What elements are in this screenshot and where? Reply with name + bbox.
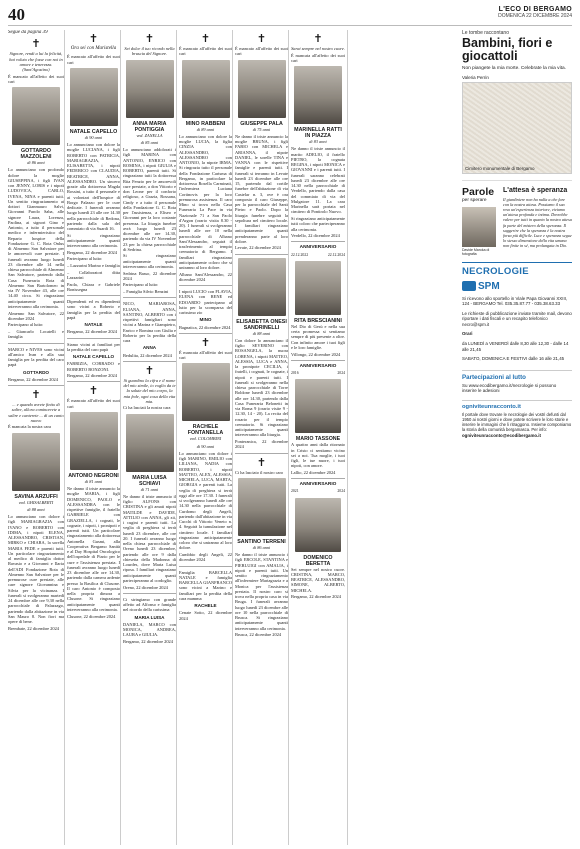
deceased-short-name: NATALE xyxy=(84,322,103,328)
cross-icon: ✝ xyxy=(144,32,155,45)
column-2 xyxy=(64,30,120,845)
column-6 xyxy=(288,30,345,845)
cross-icon: ✝ xyxy=(88,384,99,398)
divider xyxy=(179,566,232,567)
obit-place: Levate, 22 dicembre 2024 xyxy=(235,245,281,251)
portrait-photo xyxy=(126,60,174,118)
obituaries-content xyxy=(8,30,572,845)
divider xyxy=(291,241,345,242)
deceased-age: di 83 anni xyxy=(309,139,327,145)
obit-body: Ne danno il triste annuncio i figli ERCOLE, STANTINA e PIERLUIGI con AMALIA, i nipoti e parenti tutti. Un sentito ringraziamento all'infermiere Mariagrazia e a Monica per l'assistenza prestata. Il nostro caro si trova nella propria casa in via Bruga. I funerali avranno luogo lunedì 23 dicembre alle ore 10 nella parrocchiale di Brusca. Si ringraziano anticipatamente quanti interverranno alla cerimonia. xyxy=(235,552,288,631)
contact-info: Si ricevono allo sportello in Viale Papa Giovanni XXIII, 124 - BERGAMO Tel. 035.35.87.77 - 035.38.63.33 xyxy=(462,295,568,307)
anniversary-date-end: 2024 xyxy=(337,371,345,376)
feature-kicker: Le tombe raccontano xyxy=(462,30,509,36)
deceased-subname: ved. GHISALBERTI xyxy=(18,499,54,505)
deceased-name: RACHELE FONTANELLA xyxy=(187,424,224,437)
feature-subtitle: Non piangete la mia morte. Celebrate la mia vita. xyxy=(462,66,566,71)
obit-quote: ... e quando avrete finito di salire, allora comincerete a salire e canterete ... di un canto nuovo xyxy=(8,402,64,423)
obit-place: Bergamo, 22 dicembre 2024 xyxy=(67,373,117,379)
cross-icon: ✝ xyxy=(88,32,99,45)
necrologie-title: NECROLOGIE xyxy=(462,265,529,277)
column-4 xyxy=(176,30,232,845)
deceased-short-name: RACHELE xyxy=(194,603,217,609)
anniversary-text: Sei sempre nel nostro cuore. CRISTINA, MARCO, BEATRICE, ALESSANDRO, SIMONE, ALBERTO, MICHELA. xyxy=(291,566,345,593)
portrait-photo xyxy=(294,66,342,124)
obit-body: Ne danno il triste annuncio la moglie MARIA, i figli DOMENICO, PAOLO e ALESSANDRA con le rispettive famiglie, il fratello GABRIELE con GRAZIELLA, i cognati, le cognate, i nipoti, i pronipoti e parenti tutti. Un particolare ringraziamento alla dottoressa Antonella Gusmi, alla Cooperativa Bergamo Sanità e al Day Hospital Oncologico dell'ospedale di Piario per le cure e l'assistenza prestata. I funerali avranno luogo lunedì 23 dicembre alle ore 14.30, partendo dalla camera ardente presso la Basilica di Clusone. Il caro Antonio è composto nella propria dimora a Clusone. Si ringraziano anticipatamente quanti interverranno alla cerimonia. xyxy=(67,486,120,612)
obit-place: Brusca, 22 dicembre 2024 xyxy=(235,632,282,638)
obit-quote: Si guardino la cifra e il nome del mio simile, io voglio da te la salute del mio corpo, la mia fede, ogni cosa della vita mia. xyxy=(123,377,176,404)
obit-place: Sedrina Basso, 22 dicembre 2024 xyxy=(123,270,176,281)
participation-label: Partecipano al lutto: xyxy=(8,322,44,328)
cross-icon: ✝ xyxy=(256,455,267,469)
deceased-age: di 90 anni xyxy=(84,134,103,140)
issue-date: DOMENICA 22 DICEMBRE 2024 xyxy=(498,13,572,19)
deceased-age: di 81 anni xyxy=(84,478,103,484)
obit-body: Lo annunciano con dolore la moglie LUCIANA, i figli ROBERTO con PATRICIA, MARIAGRAZIA, ELISABETTA, i nipoti FEDERICO con CLAUDIA, BEATRICE, ANNA, ALESSANDRO. Un sincero grazie alla dottoressa Magda Rossini, a tutto il personale e ai volontari dell'hospice di Borgo Palazzo per le cure dedicate. I funerali avranno luogo lunedì 23 alle ore 14.30 nella parrocchiale di Redona, partendo dalla sala del commiato di via Suardi 16. xyxy=(67,142,120,231)
ogni-vita-box xyxy=(462,400,572,438)
parole-text: Il giardiniere non ha nulla a che fare con la nostra attesa. Possiamo il suo reso un'esperienza interiore, viviamo un'attesa profonda e intima. Dovrebbe valere per tutti in quanto la nostra attesa fa parte del mistero della speranza. Il suggerire che la speranza è la nostra forza più difficile. Luce e speranza segue lo stesso dimensione della vita umana non finite in sé, ma prolungata in Dio. xyxy=(503,196,572,249)
deceased-short-name: ANNA xyxy=(142,345,157,351)
feature-box xyxy=(462,30,572,181)
sidebar-right-column xyxy=(462,30,572,438)
portrait-photo xyxy=(238,478,286,536)
necrologie-box xyxy=(462,262,572,362)
condolence-signers: DANIELA, MARCO con MONICA, ANDREA, LAURA e GIULIA. xyxy=(123,621,176,638)
obit-body: Ne danno il triste annuncio la moglie BRUNA, i figli FABIO con MICHELA e ARIANNA, il nipote DANIEL, le sorelle TINA e VANNA con le rispettive famiglie e parenti tutti. I funerali si terranno in Levate lunedì 23 dicembre alle ore 15, partendo dal cortile funebre dell'abitazione di via Castelar n. 3, ove è ora composto il caro Giuseppe, per la parrocchiale del Santi Pietro e Paolo. Dopo la liturgia funebre seguirà la sepoltura nel cimitero locale. I familiari ringraziano anticipatamente quanti prenderanno parte al loro dolore. xyxy=(235,133,288,244)
anniversary-text: Nel Dio di Gesù e nella sua certa promessa si sentiamo sempre di più presente a oltre. Con infinito amore i tuoi figli e le loro famiglie. xyxy=(291,323,345,350)
participant: Paola, Chiara e Gabriele Bonissegna xyxy=(67,281,120,292)
deceased-name: RITA BRESCIANINI xyxy=(294,317,342,324)
obit-place: Bergamo, 22 dicembre 2024 xyxy=(67,249,117,255)
obit-place: Verdello, 22 dicembre 2024 xyxy=(291,233,340,239)
obit-quote: Signore, rendi a lui la felicità, hai voluto che fosse con noi in amore e tenerezza. (Sant'Agostino) xyxy=(9,51,63,72)
deceased-name: NATALE CAPELLO xyxy=(69,128,118,135)
obit-quote: Ora sei con Maristella xyxy=(70,46,117,51)
deceased-age: di 86 anni xyxy=(27,160,45,166)
portrait-photo xyxy=(238,60,286,118)
portrait-photo xyxy=(12,87,60,145)
divider xyxy=(179,333,232,334)
anniversary-date-start: 22.12.2022 xyxy=(291,252,309,257)
obit-notice: È mancato all'affetto dei suoi cari xyxy=(235,46,288,57)
obit-place: Clusone, 22 dicembre 2024 xyxy=(67,613,116,619)
deceased-name: MARIA LUISA SCHIAVI xyxy=(132,474,167,487)
parole-box xyxy=(462,187,572,256)
obit-notice: È mancato all'affetto dei suoi cari xyxy=(67,398,120,409)
condolence-text: Famiglia BARCELLA NATALE e famiglia BARCELLA GIANFRANCO sono vicini a Marino e familiari per la perdita della cara mamma xyxy=(179,569,232,601)
obit-body: Lo annunciano con dolore i figli MARIAGRAZIA con IVANO e ROBERTO con IDIMA, i nipoti ELENA, ALESSANDRO, CRISTIAN, MIRKO e CHIARA, la sorella MARIA FEDE e parenti tutti. Un particolare ringraziamento al medico di famiglia dottor Ravasio e a Giovanni e Ilaria dell'ADI Fondazione Rota di Almenno San Salvatore per le premurose cure prestate, alle care signore Giovannina e Silvia per la vicinanza. I funerali si svolgeranno martedì 24 dicembre alle ore 9,30 nella parrocchiale di Palazzago, partendo dalla abitazione in via San Mauro 8. Non fiori ma opere di bene. xyxy=(8,514,64,625)
portrait-photo xyxy=(295,379,341,433)
author-photo xyxy=(462,207,496,247)
deceased-name: ANTONIO NEGRONI xyxy=(68,472,119,479)
page-number: 40 xyxy=(8,5,25,24)
obit-place: Bergamo, 22 dicembre 2024 xyxy=(291,594,341,600)
deceased-name: GIUSEPPE PALA xyxy=(240,120,283,127)
anniversary-label: ANNIVERSARIO xyxy=(299,245,337,251)
condolence-text: MARCO e NIVES sono vicini all'amico Ivan e alla sua famiglia per la perdita del caro papà xyxy=(8,346,64,368)
obit-place: Almenno San Salvatore, 22 dicembre 2024 xyxy=(8,310,64,321)
email-info: Le richieste di pubblicazione inviate tramite mail, devono riportare i dati fiscali e un recapito telefonico necro@spm.it xyxy=(462,310,572,327)
deceased-age: di 88 anni xyxy=(27,506,45,512)
ogni-vita-text: Il portale dove trovare le necrologie dei vostri defunti dal 1950 ai nostri giorni e dove potete scrivere le loro storie e inserire le immagini che li ritraggono. Insieme componiamo la storia della comunità bergamasca. Per info: xyxy=(462,411,572,433)
hours-weekdays: da LUNEDÌ a VENERDÌ dalle 8,30 alle 12,30 - dalle 14 alle 21,45 xyxy=(462,341,569,352)
ogni-vita-email[interactable]: ogniviteunracconto@ecodibergamo.it xyxy=(462,432,541,438)
deceased-name: MARIO TASSONE xyxy=(295,436,341,443)
obit-notice: È mancata all'affetto dei suoi cari xyxy=(179,349,232,361)
obit-place: Bergamo, 22 dicembre 2024 xyxy=(67,329,117,335)
deceased-age: di 86 anni xyxy=(252,544,271,550)
partecipazioni-box xyxy=(462,370,572,394)
divider xyxy=(235,254,288,255)
column-5 xyxy=(232,30,288,845)
deceased-name: ELISABETTA ONESI SANDRINELLI xyxy=(236,318,287,331)
divider xyxy=(123,361,176,362)
deceased-age: di 71 anni xyxy=(140,486,159,492)
anniversary-dates xyxy=(291,371,345,376)
partecipazioni-link[interactable]: Su www.ecodibergamo.it/necrologie si possono inserire le adesioni xyxy=(462,382,557,394)
obit-notice: È mancata la nostra cara xyxy=(8,424,51,430)
condolence-text: Siamo vicini ai familiari per la perdita del caro papà xyxy=(67,341,120,352)
newspaper-brand: L'ECO DI BERGAMO xyxy=(498,6,572,13)
anniversary-date-start: 2021 xyxy=(291,489,299,494)
portrait-photo xyxy=(126,414,174,472)
spm-logo-icon xyxy=(462,281,476,291)
cemetery-sketch-image xyxy=(462,82,572,174)
parole-big: Parole xyxy=(462,185,495,198)
portrait-photo xyxy=(182,363,230,421)
deceased-name: SANTINO TERRENI xyxy=(237,538,286,545)
deceased-age: di 89 anni xyxy=(196,126,215,132)
deceased-name: DOMENICO BERETTA xyxy=(303,554,333,567)
parole-small: per sperare xyxy=(462,197,487,203)
parole-text-block xyxy=(503,187,572,256)
divider xyxy=(8,343,64,344)
condolence-signers: FABRIZIA, CORRADO e ROBERTO BONZONI. xyxy=(67,361,120,372)
column-3 xyxy=(120,30,176,845)
divider xyxy=(179,285,232,286)
hours-label xyxy=(462,331,572,337)
obit-thanks: Si ringraziano anticipatamente quanti interverranno alla cerimonia. xyxy=(123,253,176,269)
portrait-photo xyxy=(182,60,230,118)
obit-notice: Ci ha lasciati la nostra cara xyxy=(123,405,171,411)
obit-thanks: Si ringraziano anticipatamente tutti coloro che parteciperanno alla cerimonia. xyxy=(291,216,345,232)
divider xyxy=(67,295,120,296)
obit-place: Bergamo, 22 dicembre 2024 xyxy=(8,376,58,382)
parole-heading xyxy=(462,187,500,256)
spm-logo xyxy=(462,281,572,292)
deceased-short-name: GOTTARDO xyxy=(23,369,49,375)
obit-body: Lo annunciano con dolore i figli MARINO, EMILIO con LILIANA, NADIA con ROBERTO, i nipoti MATTEO, ALEX, ALESSIA, MICHELA, LUCA, MARTA, GIORGIA e parenti tutti. La veglia di preghiera si terrà oggi alle ore 17.30. I funerali si svolgeranno lunedì alle ore 14.30 nella parrocchiale di Curdomo degli Angeli, partendo dall'abitazione in via Cucchi di Vittorio Veneto n. 4. Seguirà la tumulazione nel cimitero locale. I familiari ringraziano anticipatamente coloro che si uniranno al loro dolore. xyxy=(179,450,232,551)
deceased-subname: ved. COLOMBINI xyxy=(189,436,222,442)
portrait-photo xyxy=(70,68,118,126)
portrait-photo xyxy=(70,412,118,470)
cross-icon: ✝ xyxy=(200,32,211,45)
participant: – Famiglia Silvio Renzini xyxy=(123,289,169,295)
hours-label-text: Orari xyxy=(462,331,473,337)
obit-body: Con dolore lo annunciano il figlio SEVERINO con ROSANGELA, la nuora LORENA, i nipoti MATTEO, ALESSIA, LUCA e ANNA, la pronipote CECILIA, i fratelli, i cognati, le cognate, i nipoti e parenti tutti. I funerali si svolgeranno nella chiesa parrocchiale di Torre Boldone lunedì 23 dicembre alle ore 14.30, partendo dalla Casa Funeraria Belonetti in via Roma 9 (orario visite 9 - 12.30, 14 - 20). La recita del rosario per il tempio crematorio. Si ringraziano anticipatamente quanti interverranno alla liturgia. xyxy=(235,337,288,438)
obit-place: Cenate Sotto, 22 dicembre 2024 xyxy=(179,610,232,621)
parole-title: L'attesa è speranza xyxy=(503,186,568,194)
obit-place: Oreno, 22 dicembre 2024 xyxy=(123,584,168,590)
divider xyxy=(291,478,345,479)
participant: – Collaboratori ditta Lazzarini xyxy=(67,269,120,280)
divider xyxy=(67,381,120,382)
divider xyxy=(291,360,345,361)
condolence-text: I nipoti LUCIO con FLAVIA, ELENA con RENE ed EDOARDO partecipano al lutto per la scomparsa del carissimo zio xyxy=(179,289,232,316)
obit-notice: Ci ha lasciato il nostro caro xyxy=(235,469,284,475)
masthead xyxy=(498,6,572,19)
divider xyxy=(123,297,176,298)
obit-quote: Sarai sempre nel nostro cuore. xyxy=(291,46,345,51)
condolence-text: NICO, MARIAROSA, ELIANA, ANNA, SANTINO, ALBERTO con i rispettivi famigliari sono vicini a Marina e Giampietro, Enrico e Romina con Giulia e Roberto per la perdita della cara xyxy=(123,301,176,344)
obit-notice: È mancata all'affetto dei suoi cari xyxy=(291,52,345,63)
obit-notice: È mancato all'affetto dei suoi cari xyxy=(179,46,232,57)
anniversary-date-end: 22.12.2024 xyxy=(327,252,345,257)
feature-title: Bambini, fiori e giocattoli xyxy=(462,36,553,63)
anniversary-date-end: 2024 xyxy=(337,489,345,494)
deceased-short-name: MINO xyxy=(199,317,212,323)
divider xyxy=(235,453,288,454)
partecipazioni-title: Partecipazioni al lutto xyxy=(462,373,526,381)
anniversary-label: ANNIVERSARIO xyxy=(299,482,337,488)
deceased-age: di 75 anni xyxy=(252,126,271,132)
obit-body: Lo annunciano con profondo dolore la moglie GIUSEPPINA, i figli IVAN con JENNY, LORIS e i nipoti LUDOVICA, CARLO, IVENA, NINA e parenti tutti. Un sentito ringraziamento ai dottori Gianmauro Salvi, Giovanni Parolo Saba, alle signore Laura, Lorenza, Paolina, ai signori Gino e Antonio, a tutto il personale medico e infermieristico del Reparto hospice della Fondazione G. C. Rota Onlus di Almenno San Salvatore per le amorevoli cure prestate. I funerali avranno luogo lunedì 23 dicembre alle 14 nella chiesa parrocchiale di Almenno San Salvatore, partendo dalla Casa Funeraria Rota di Almenno San Bartolomeo in via IV Novembre 43, alle ore 14.40 circa. Si ringraziano anticipatamente quanti interverranno alla cerimonia. xyxy=(8,167,64,309)
deceased-name: MARINELLA RATTI IN PIAZZA xyxy=(294,127,342,140)
deceased-name: ANNA MARIA PONTIGGIA xyxy=(132,120,167,133)
deceased-age: di 88 anni xyxy=(252,330,271,336)
obit-place: Bedulita, 22 dicembre 2024 xyxy=(123,352,172,358)
portrait-photo xyxy=(295,261,341,315)
cross-icon: ✝ xyxy=(144,363,155,377)
condolence-text: Dipendenti ed ex dipendenti sono vicini a Roberto e famiglia per la perdita del papà xyxy=(67,299,120,320)
divider xyxy=(67,338,120,339)
portrait-photo xyxy=(238,258,286,316)
page-header xyxy=(8,6,572,26)
participant: – Giancarlo Locatelli e famiglia xyxy=(8,329,64,340)
participant: – Lazzarini Marino e famiglia xyxy=(67,263,120,269)
photo-caption: Davide Maroka di fotografia xyxy=(462,247,490,256)
obit-thanks: Si ringraziano anticipatamente quanti interverranno alla cerimonia. xyxy=(67,232,120,249)
right-sidebar xyxy=(347,30,572,845)
obit-notice: È mancato all'affetto dei suoi cari xyxy=(67,54,120,65)
obit-body: Ne danno il triste annuncio il marito ADELIO, il fratello PIETRO, la cognata REGINA, i nipoti MONICA e GIOVANNI e i parenti tutti. I funerali saranno celebrati lunedì 23 dicembre alle ore 14.30 nella parrocchiale di Verdello, partendo dalla casa del commiato di via del Mulgatore 11. La cara Marinella sarà portata nel cimitero di Pontirolo Nuovo. xyxy=(291,146,345,215)
anniversary-dates xyxy=(291,489,345,494)
obit-place: Brembate, 22 dicembre 2024 xyxy=(8,625,59,631)
portrait-photo xyxy=(295,498,341,552)
sketch-caption: Cimitero monumentale di Bergamo xyxy=(465,165,535,171)
deceased-age: di 85 anni xyxy=(140,139,159,145)
anniversary-label: ANNIVERSARIO xyxy=(299,363,337,369)
obit-place: Bergamo, 22 dicembre 2024 xyxy=(123,638,173,644)
deceased-name: SAVINA ARZUFFI xyxy=(14,493,58,500)
spm-logo-text: SPM xyxy=(478,280,500,292)
obit-body: Lo annunciano con dolore la moglie LUCIA, la figlia CINZIA con ALESSANDRO, ALESSANDRO con ANTONIO, la nipote IRMA. Si ringrazia tutto il personale della Fondazione Carisma di Bergamo, in particolare la dottoressa Rosella Carminati, l'infermiera Luciana Cortinovis per la loro premurosa assistenza. Il caro Mino si trova nella Casa Funeraria La Pace in via Nazionale 71 a San Paolo d'Argon (orario visita 8.30 - 20). I funerali si svolgeranno lunedì alle ore 10 nella parrocchiale di Albano Sant'Alessandro, seguirà il trasferimento al tempio crematorio di Bergamo. I familiari ringraziano anticipatamente coloro che si uniranno al loro dolore. xyxy=(179,133,232,270)
cross-icon: ✝ xyxy=(31,388,41,402)
cross-icon: ✝ xyxy=(31,37,41,51)
obit-body: Lo annunciano addolorati i figli MARINA con ANTONIO, ENRICO con ROMINA, i nipoti GIULIA e ROBERTO, parenti tutti. Si ringraziano tutti la dottoressa Rita Fenzio per le amorevoli cure prestate, a don Vittorio e don Leone per il conforto religioso, a Grazia, Rossana, Cindy e a tutto il personale della Fondazione G. C. Rota per l'assistenza, a Eliseo e Giovanni per la loro costante presenza. La liturgia funebre avrà luogo lunedì 23 dicembre alle ore 14.30, partendo da via IV Novembre 23 per la chiesa parrocchiale di Sedrina. xyxy=(123,147,176,252)
participation-label: Partecipano al lutto: xyxy=(67,256,103,262)
obit-place: Lallio, 22 dicembre 2024 xyxy=(291,469,336,475)
participation-label: Partecipano al lutto: xyxy=(123,282,159,288)
obit-notice: È mancato all'affetto dei suoi cari xyxy=(8,73,64,84)
anniversary-date-start: 2016 xyxy=(291,371,299,376)
ogni-vita-title[interactable]: ogniviteunracconto.it xyxy=(462,403,521,410)
feature-author: Valeria Perrin xyxy=(462,74,489,80)
obit-place: Albano Sant'Alessandro, 22 dicembre 2024 xyxy=(179,271,232,282)
deceased-short-name: MARIA LUISA xyxy=(134,614,165,620)
obit-place: Ponteranica, 22 dicembre 2024 xyxy=(235,439,288,450)
cross-icon: ✝ xyxy=(256,32,267,45)
deceased-name: MINO RABBENI xyxy=(185,120,226,127)
column-1 xyxy=(8,30,64,845)
deceased-subname: ved. ZANELLA xyxy=(136,132,163,138)
deceased-name: GOTTARDO MAZZOLENI xyxy=(20,148,52,161)
obit-quote: Sei dolce il tuo ricordo nella bruscia del Signore. xyxy=(124,46,175,57)
hours-weekend: SABATO, DOMENICA E FESTIVI dalle 16 alle 21,45 xyxy=(462,356,565,362)
portrait-photo xyxy=(12,433,60,491)
deceased-short-name: NATALE CAPELLO xyxy=(72,354,115,360)
obit-place: Bagnatica, 22 dicembre 2024 xyxy=(179,324,231,330)
divider xyxy=(8,385,64,386)
continued-from: Segue da pagina 39 xyxy=(8,30,48,35)
anniversary-text: A quattro anni dalla ritornato in Cristo ci sentiamo vicino sei a noi. Tua moglie, i tuoi figli, le tue nuore, i tuoi nipoti, con amore. xyxy=(291,442,345,469)
cross-icon: ✝ xyxy=(313,32,323,45)
obit-place: Cumbbio degli Angeli, 22 dicembre 2024 xyxy=(179,552,232,563)
deceased-age: di 90 anni xyxy=(196,443,215,449)
obit-place: Villongo, 22 dicembre 2024 xyxy=(291,351,341,357)
obit-body: Ne danno il triste annuncio il figlio ALFONS con CRISTINA e gli amati nipoti MATILDE e DAVIDE, ATTILIO con ANNA, gli zii, i cugini e parenti tutti. La veglia di preghiera si terrà lunedì 23 dicembre, alle ore 20. I funerali avranno luogo nella chiesa parrocchiale di Oreno lunedì 23 dicembre, partendo alle ore 9 dalla chiesetta della Madonna di Lourdes, dove Maria Luisa riposa. I familiari ringraziano anticipatamente quanti parteciperanno al cordoglio. xyxy=(123,493,176,583)
condolence-text: Ci stringiamo con grande affetto ad Alfonso e famiglia nel ricordo della carissima xyxy=(123,596,176,613)
divider xyxy=(123,593,176,594)
cross-icon: ✝ xyxy=(200,335,211,349)
anniversary-dates xyxy=(291,253,345,258)
